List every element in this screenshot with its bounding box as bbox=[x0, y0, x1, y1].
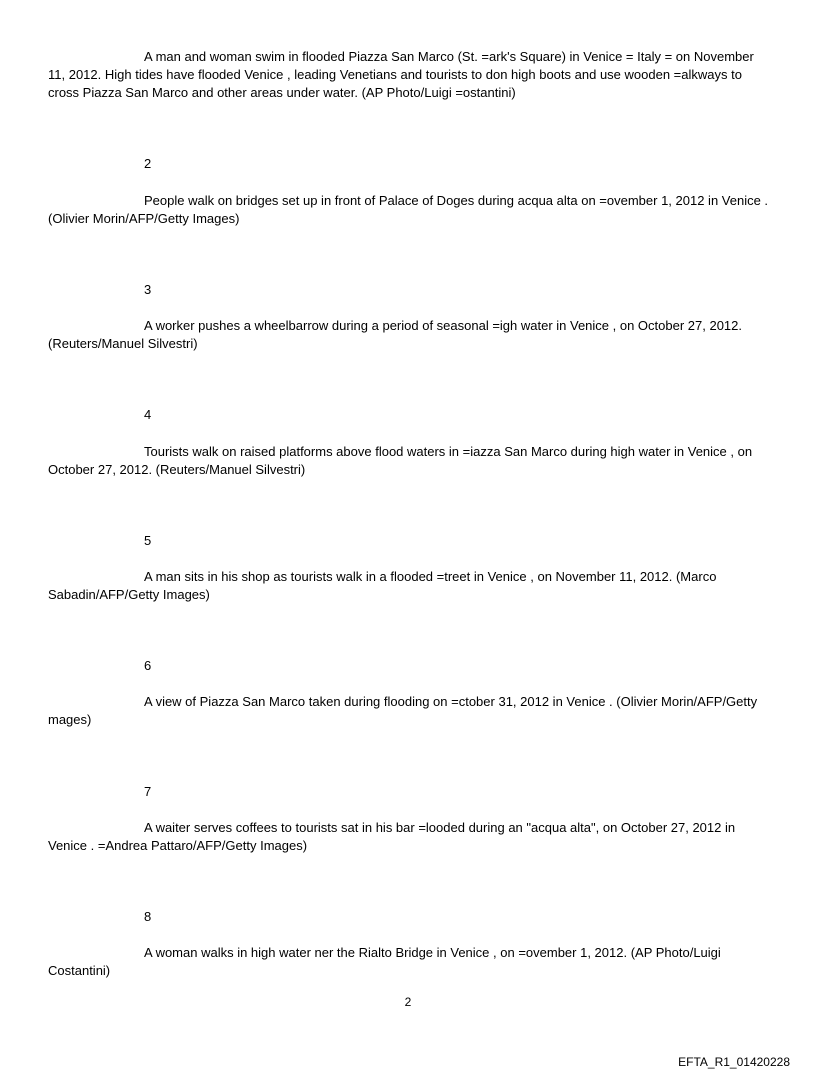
photo-number-3: 3 bbox=[144, 282, 152, 297]
photo-number-4: 4 bbox=[144, 407, 152, 422]
caption-5: A man sits in his shop as tourists walk in a flooded =treet in Venice , on November 11, 2012. (Marco Sabadin/AFP/Getty Images) bbox=[48, 569, 717, 602]
photo-number-8: 8 bbox=[144, 909, 152, 924]
document-id: EFTA_R1_01420228 bbox=[678, 1055, 790, 1069]
caption-6: A view of Piazza San Marco taken during flooding on =ctober 31, 2012 in Venice . (Olivier Morin/AFP/Getty mages) bbox=[48, 694, 758, 727]
page-number: 2 bbox=[404, 995, 412, 1009]
photo-number-5: 5 bbox=[144, 533, 152, 548]
caption-8: A woman walks in high water ner the Rialto Bridge in Venice , on =ovember 1, 2012. (AP Photo/Luigi Costantini) bbox=[48, 945, 721, 978]
caption-7: A waiter serves coffees to tourists sat in his bar =looded during an "acqua alta", on October 27, 2012 in Venice . =Andrea Pattaro/AFP/Getty Images) bbox=[48, 820, 736, 853]
caption-2: People walk on bridges set up in front of Palace of Doges during acqua alta on =ovember 1, 2012 in Venice . (Olivier Morin/AFP/Getty Images) bbox=[48, 193, 769, 226]
caption-1: A man and woman swim in flooded Piazza San Marco (St. =ark's Square) in Venice = Italy = on November 11, 2012. High tides have flooded Venice , leading Venetians and tourists to don high boots and use wooden =alkways to cross Piazza San Marco and other areas under water. (AP Photo/Luigi =ostantini) bbox=[48, 49, 754, 100]
photo-number-6: 6 bbox=[144, 658, 152, 673]
caption-3: A worker pushes a wheelbarrow during a period of seasonal =igh water in Venice , on October 27, 2012. (Reuters/Manuel Silvestri) bbox=[48, 318, 743, 351]
photo-number-7: 7 bbox=[144, 784, 152, 799]
photo-number-2: 2 bbox=[144, 156, 152, 171]
caption-4: Tourists walk on raised platforms above flood waters in =iazza San Marco during high water in Venice , on October 27, 2012. (Reuters/Manuel Silvestri) bbox=[48, 444, 753, 477]
